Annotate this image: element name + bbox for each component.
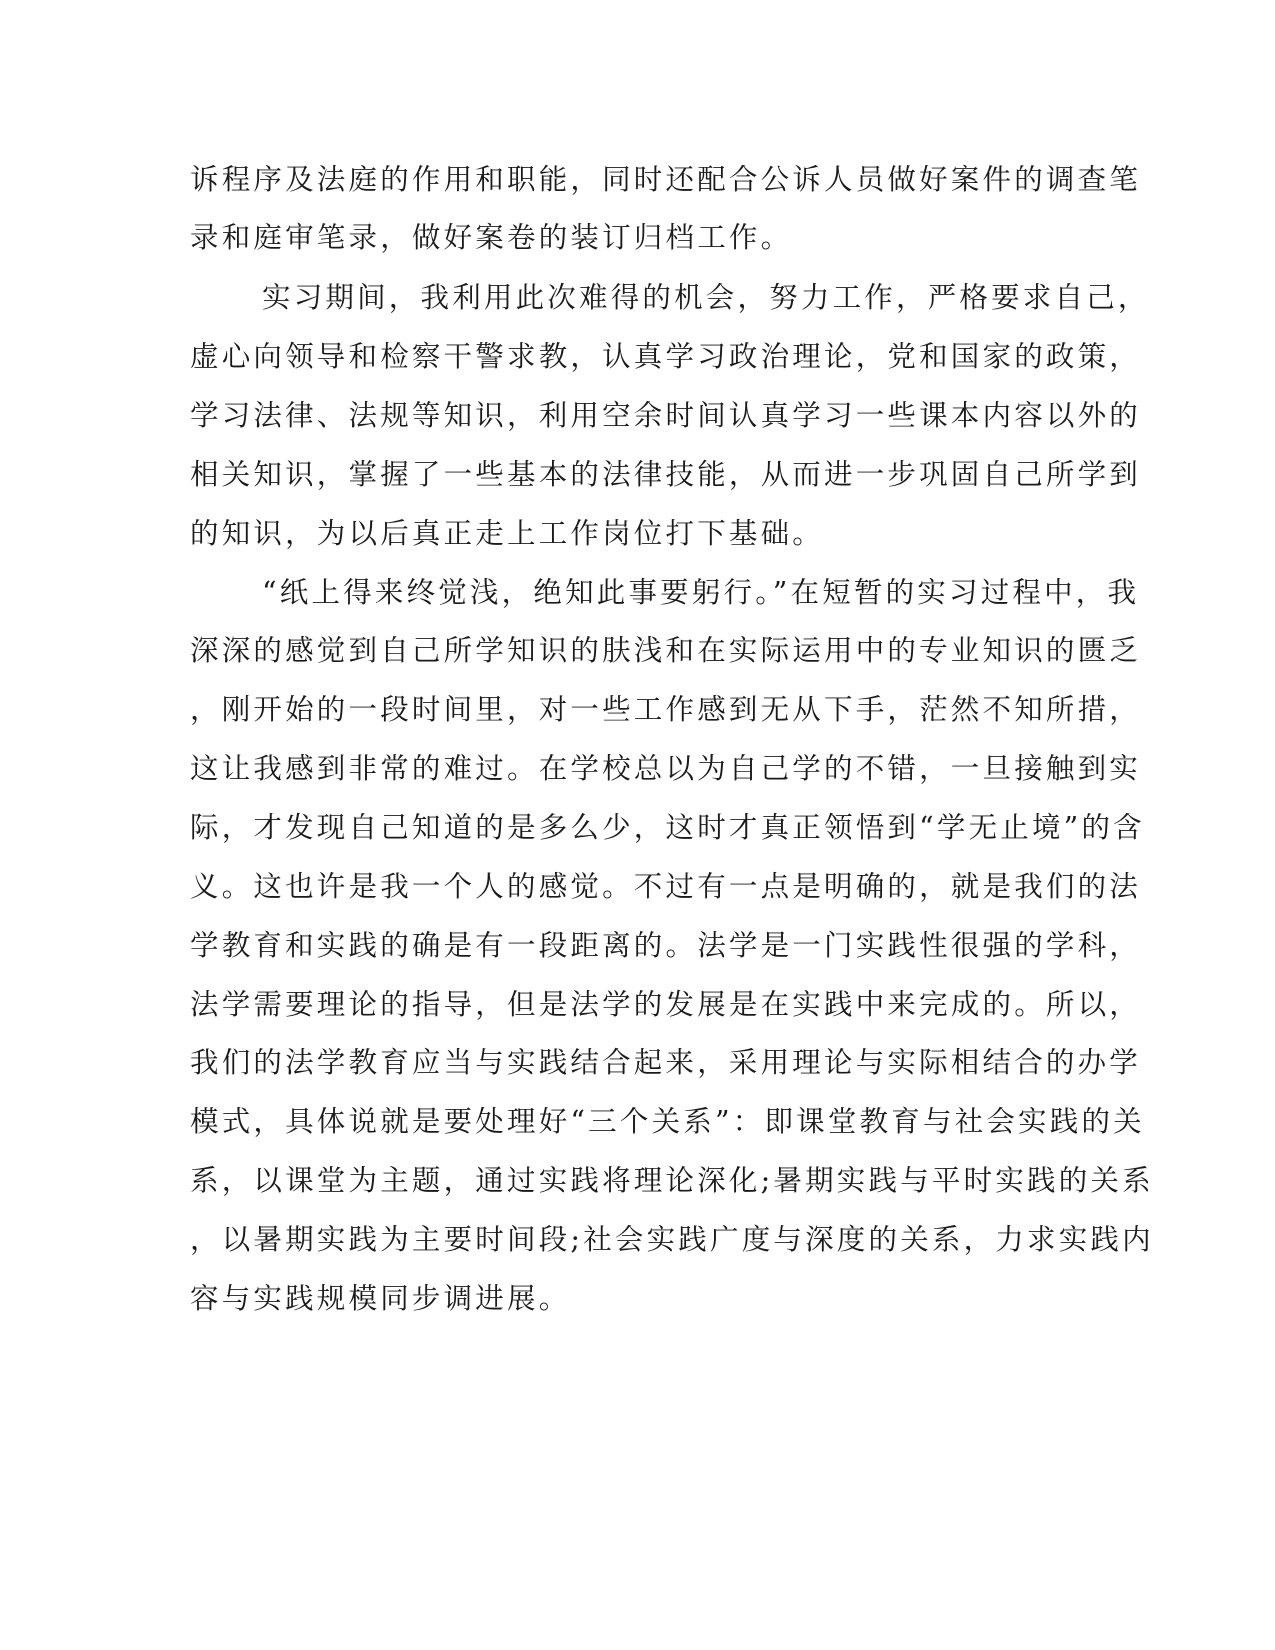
text-line: 相关知识，掌握了一些基本的法律技能，从而进一步巩固自己所学到 bbox=[190, 458, 1142, 491]
text-line: 法学需要理论的指导，但是法学的发展是在实践中来完成的。所以， bbox=[190, 988, 1142, 1021]
text-line: 系，以课堂为主题，通过实践将理论深化;暑期实践与平时实践的关系 bbox=[190, 1164, 1154, 1197]
text-line: 容与实践规模同步调进展。 bbox=[190, 1282, 571, 1315]
text-line: 学教育和实践的确是有一段距离的。法学是一门实践性很强的学科， bbox=[190, 929, 1142, 962]
text-line: 录和庭审笔录，做好案卷的装订归档工作。 bbox=[190, 221, 793, 254]
text-line: 诉程序及法庭的作用和职能，同时还配合公诉人员做好案件的调查笔 bbox=[190, 163, 1142, 196]
paragraph-first-line: “纸上得来终觉浅，绝知此事要躬行。”在短暂的实习过程中，我 bbox=[262, 576, 1140, 609]
text-line: 深深的感觉到自己所学知识的肤浅和在实际运用中的专业知识的匮乏 bbox=[190, 634, 1142, 667]
text-line: 模式，具体说就是要处理好“三个关系”：即课堂教育与社会实践的关 bbox=[190, 1105, 1145, 1138]
text-line: 这让我感到非常的难过。在学校总以为自己学的不错，一旦接触到实 bbox=[190, 752, 1142, 785]
text-line: 学习法律、法规等知识，利用空余时间认真学习一些课本内容以外的 bbox=[190, 399, 1142, 432]
text-line: 虚心向领导和检察干警求教，认真学习政治理论，党和国家的政策， bbox=[190, 340, 1142, 373]
text-line: 义。这也许是我一个人的感觉。不过有一点是明确的，就是我们的法 bbox=[190, 870, 1142, 903]
text-line: 我们的法学教育应当与实践结合起来，采用理论与实际相结合的办学 bbox=[190, 1046, 1142, 1079]
text-line: ，刚开始的一段时间里，对一些工作感到无从下手，茫然不知所措， bbox=[190, 693, 1142, 726]
text-line: ，以暑期实践为主要时间段;社会实践广度与深度的关系，力求实践内 bbox=[190, 1223, 1154, 1256]
paragraph-first-line: 实习期间，我利用此次难得的机会，努力工作，严格要求自己， bbox=[262, 281, 1150, 314]
text-line: 际，才发现自己知道的是多么少，这时才真正领悟到“学无止境”的含 bbox=[190, 811, 1145, 844]
text-line: 的知识，为以后真正走上工作岗位打下基础。 bbox=[190, 517, 825, 550]
